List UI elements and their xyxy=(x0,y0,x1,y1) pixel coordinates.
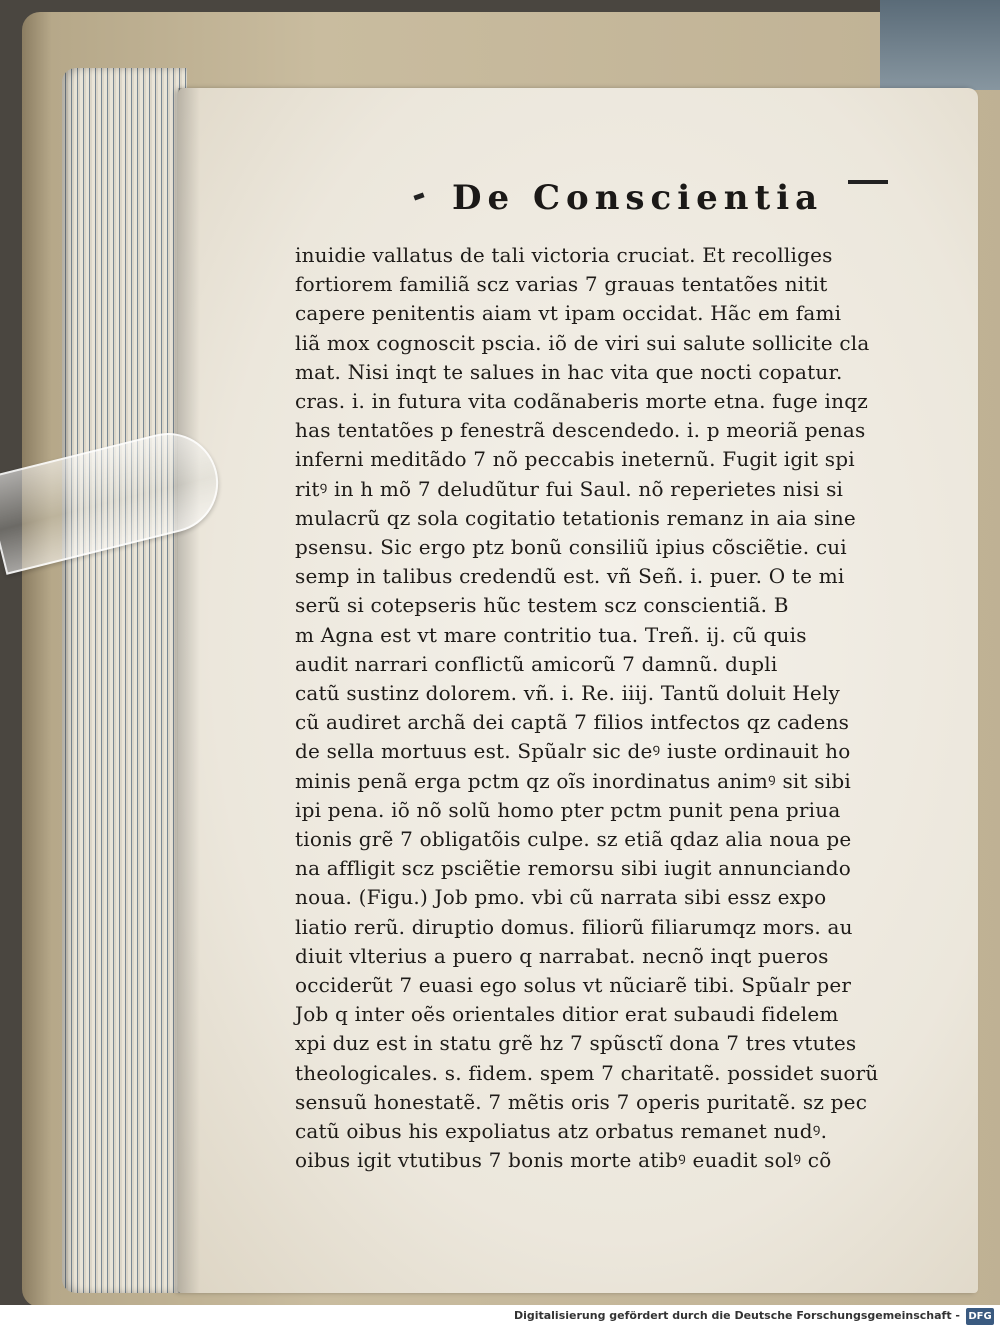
dfg-logo: DFG xyxy=(966,1308,994,1325)
text-line: minis penã erga pctm qz oĩs inordinatus animꝰ sit sibi xyxy=(295,768,851,793)
text-line: m Agna est vt mare contritio tua. Treñ. ij. cũ quis xyxy=(295,622,807,647)
text-line: mulacrũ qz sola cogitatio tetationis remanz in aia sine xyxy=(295,505,856,530)
text-line: tionis grẽ 7 obligatõis culpe. sz etiã qdaz alia noua pe xyxy=(295,827,852,851)
page-gutter-shadow xyxy=(178,88,200,1293)
text-line: oibus igit vtutibus 7 bonis morte atibꝰ euadit solꝰ cõ xyxy=(295,1148,832,1173)
footer-bar xyxy=(0,1305,1000,1328)
text-line: inuidie vallatus de tali victoria cruciat. Et recolliges xyxy=(295,243,833,267)
running-head: De Conscientia xyxy=(452,178,824,218)
footer-credit: Digitalisierung gefördert durch die Deutsche Forschungsgemeinschaft - xyxy=(513,1309,960,1322)
text-line: semp in talibus credendũ est. vñ Señ. i. puer. O te mi xyxy=(295,564,845,589)
cover-edge xyxy=(880,0,1000,90)
text-line: audit narrari conflictũ amicorũ 7 damnũ. dupli xyxy=(295,651,778,676)
text-line: liã mox cognoscit pscia. iõ de viri sui salute sollicite cla xyxy=(295,330,870,355)
text-line: liatio rerũ. diruptio domus. filiorũ filiarumqz mors. au xyxy=(295,914,853,939)
header-mark-left xyxy=(413,192,424,200)
text-line: de sella mortuus est. Spũalr sic deꝰ iuste ordinauit ho xyxy=(295,739,851,764)
text-line: diuit vlterius a puero q narrabat. necnõ inqt pueros xyxy=(295,943,829,968)
text-line: ipi pena. iõ nõ solũ homo pter pctm punit pena priua xyxy=(295,797,841,822)
text-line: inferni meditãdo 7 nõ peccabis ineternũ. Fugit igit spi xyxy=(295,447,855,472)
text-line: cras. i. in futura vita codãnaberis morte etna. fuge inqz xyxy=(295,389,868,413)
text-line: mat. Nisi inqt te salues in hac vita que nocti copatur. xyxy=(295,359,843,384)
text-line: psensu. Sic ergo ptz bonũ consiliũ ipius cõsciẽtie. cui xyxy=(295,535,847,559)
text-line: fortiorem familiã scz varias 7 grauas tentatões nitit xyxy=(295,272,828,297)
text-line: Job q inter oẽs orientales ditior erat subaudi fidelem xyxy=(295,1002,839,1027)
text-line: xpi duz est in statu grẽ hz 7 spũsctĩ dona 7 tres vtutes xyxy=(295,1031,857,1056)
text-line: has tentatões p fenestrã descendedo. i. p meoriã penas xyxy=(295,418,866,443)
text-line: catũ sustinz dolorem. vñ. i. Re. iiij. Tantũ doluit Hely xyxy=(295,681,841,705)
text-line: theologicales. s. fidem. spem 7 charitatẽ. possidet suorũ xyxy=(295,1060,879,1085)
text-line: occiderũt 7 euasi ego solus vt nũciarẽ tibi. Spũalr per xyxy=(295,973,852,997)
text-line: cũ audiret archã dei captã 7 filios intfectos qz cadens xyxy=(295,710,850,735)
text-line: na affligit scz psciẽtie remorsu sibi iugit annunciando xyxy=(295,856,852,881)
page-header xyxy=(410,178,824,238)
text-line: noua. (Figu.) Job pmo. vbi cũ narrata sibi essz expo xyxy=(295,885,827,910)
text-line: ritꝰ in h mõ 7 deludũtur fui Saul. nõ reperietes nisi si xyxy=(295,476,844,501)
text-line: sensuũ honestatẽ. 7 mẽtis oris 7 operis puritatẽ. sz pec xyxy=(295,1089,868,1114)
header-mark-right xyxy=(848,180,888,184)
text-line: serũ si cotepseris hũc testem scz conscientiã. B xyxy=(295,593,789,618)
page-edges xyxy=(62,68,187,1293)
text-line: catũ oibus his expoliatus atz orbatus remanet nudꝰ. xyxy=(295,1119,828,1143)
text-line: capere penitentis aiam vt ipam occidat. Hãc em fami xyxy=(295,301,842,326)
